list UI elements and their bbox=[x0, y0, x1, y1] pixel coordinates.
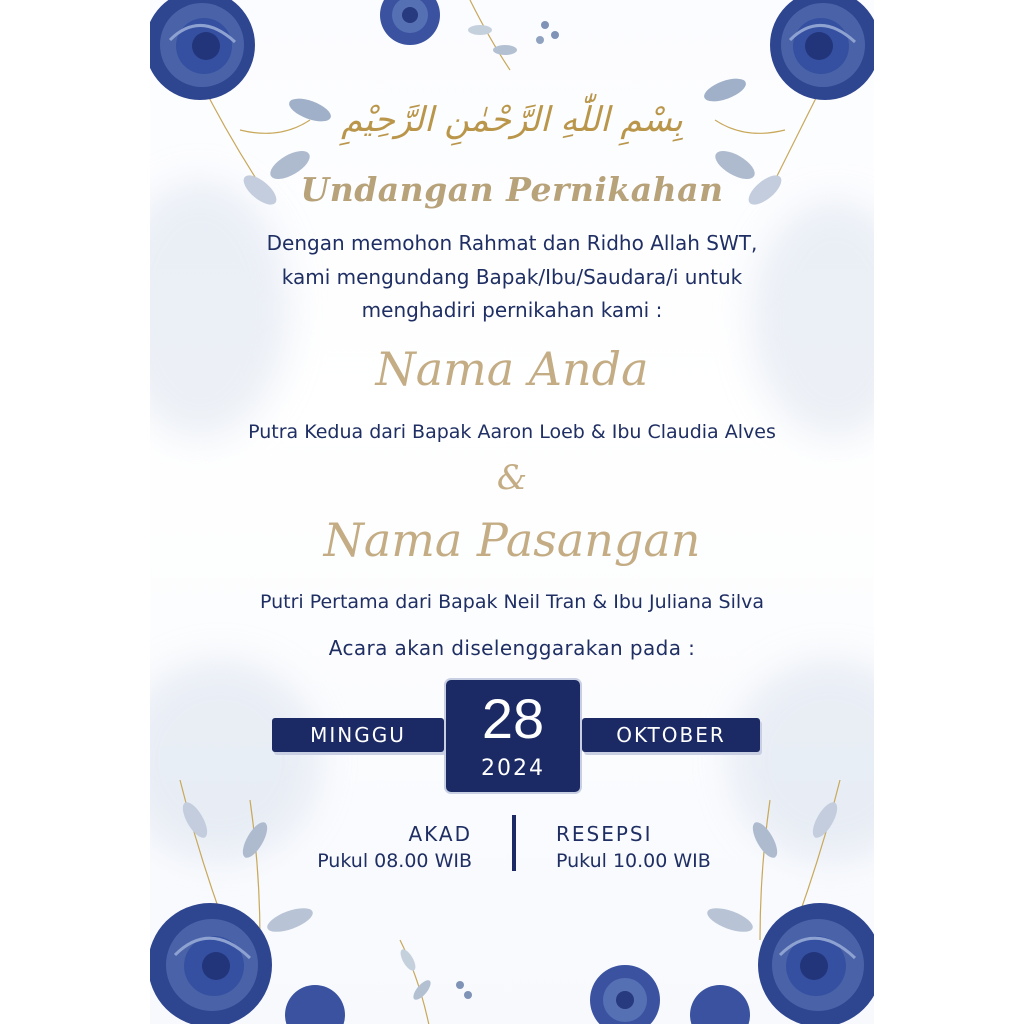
day-name-band: MINGGU bbox=[272, 718, 444, 752]
intro-line: menghadiri pernikahan kami : bbox=[361, 298, 663, 322]
blue-rose-icon bbox=[150, 780, 360, 1024]
event-intro: Acara akan diselenggarakan pada : bbox=[328, 636, 696, 660]
intro-line: Dengan memohon Rahmat dan Ridho Allah SWT, bbox=[266, 231, 758, 255]
akad-time: Pukul 08.00 WIB bbox=[317, 850, 472, 872]
ampersand: & bbox=[496, 458, 528, 498]
blue-rose-icon bbox=[570, 950, 680, 1024]
invitation-card bbox=[150, 0, 874, 1024]
leaf-branch-icon bbox=[450, 0, 590, 80]
year: 2024 bbox=[481, 756, 545, 781]
day-number: 28 bbox=[481, 687, 545, 750]
leaf-branch-icon bbox=[370, 930, 490, 1024]
groom-name: Nama Anda bbox=[375, 342, 649, 396]
intro-line: kami mengundang Bapak/Ibu/Saudara/i untuk bbox=[281, 265, 743, 289]
blue-rose-icon bbox=[365, 0, 455, 60]
bismillah-calligraphy: بِسْمِ اللّٰهِ الرَّحْمٰنِ الرَّحِيْمِ bbox=[341, 100, 683, 140]
akad-label: AKAD bbox=[408, 822, 472, 846]
date-box bbox=[446, 680, 580, 792]
resepsi-label: RESEPSI bbox=[556, 822, 653, 846]
bride-parents: Putri Pertama dari Bapak Neil Tran & Ibu Juliana Silva bbox=[259, 591, 765, 613]
blue-rose-icon bbox=[670, 780, 874, 1024]
event-divider bbox=[512, 815, 516, 871]
groom-parents: Putra Kedua dari Bapak Aaron Loeb & Ibu Claudia Alves bbox=[248, 421, 776, 443]
invitation-title: Undangan Pernikahan bbox=[300, 170, 724, 209]
bride-name: Nama Pasangan bbox=[323, 513, 701, 567]
resepsi-time: Pukul 10.00 WIB bbox=[556, 850, 711, 872]
month-band: OKTOBER bbox=[582, 718, 760, 752]
